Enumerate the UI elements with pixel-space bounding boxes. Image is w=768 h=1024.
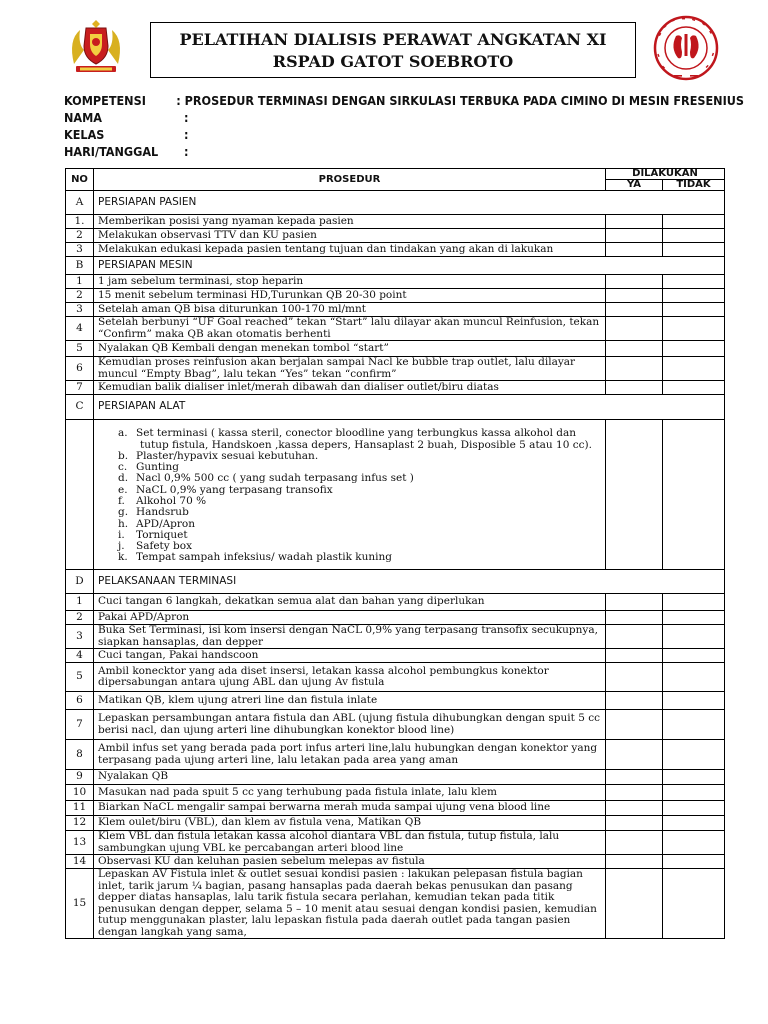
ya-checkbox-cell[interactable]	[606, 275, 663, 289]
tidak-checkbox-cell[interactable]	[663, 649, 725, 663]
tidak-checkbox-cell[interactable]	[663, 229, 725, 243]
ya-checkbox-cell[interactable]	[606, 229, 663, 243]
ya-checkbox-cell[interactable]	[606, 420, 663, 570]
table-row	[66, 740, 725, 770]
tidak-checkbox-cell[interactable]	[663, 831, 725, 855]
table-row	[66, 243, 725, 257]
table-row	[66, 341, 725, 357]
list-item	[118, 483, 601, 496]
tidak-checkbox-cell[interactable]	[663, 740, 725, 770]
tidak-checkbox-cell[interactable]	[663, 692, 725, 710]
tidak-checkbox-cell[interactable]	[663, 816, 725, 831]
list-item	[118, 495, 601, 507]
army-emblem-logo	[64, 20, 128, 76]
list-item-text: APD/Apron	[136, 517, 196, 530]
row-number: 8	[66, 740, 94, 770]
row-procedure: Kemudian proses reinfusion akan berjalan sampai Nacl ke bubble trap outlet, lalu dilayar muncul “Empty Bbag”, lalu tekan “Yes” tekan “confirm”	[94, 357, 606, 381]
table-row	[66, 625, 725, 649]
row-number: 1	[66, 275, 94, 289]
tools-list-cell	[94, 420, 606, 570]
nama-value: :	[184, 110, 189, 125]
ya-checkbox-cell[interactable]	[606, 243, 663, 257]
list-item-text: Alkohol 70 %	[136, 495, 207, 507]
row-number: 2	[66, 289, 94, 303]
col-ya-header: YA	[606, 180, 663, 191]
section-title: PERSIAPAN MESIN	[94, 257, 725, 275]
list-item	[118, 449, 601, 462]
row-number: 1.	[66, 215, 94, 229]
row-procedure: Masukan nad pada spuit 5 cc yang terhubung pada fistula inlate, lalu klem	[94, 785, 606, 801]
tidak-checkbox-cell[interactable]	[663, 243, 725, 257]
row-procedure: 1 jam sebelum terminasi, stop heparin	[94, 275, 606, 289]
row-number: 10	[66, 785, 94, 801]
tidak-checkbox-cell[interactable]	[663, 303, 725, 317]
tidak-checkbox-cell[interactable]	[663, 215, 725, 229]
section-row	[66, 257, 725, 275]
table-row	[66, 770, 725, 785]
tidak-checkbox-cell[interactable]	[663, 357, 725, 381]
ya-checkbox-cell[interactable]	[606, 341, 663, 357]
row-procedure: Buka Set Terminasi, isi kom insersi dengan NaCL 0,9% yang terpasang transofix secukupnya, siapkan hansaplas, dan depper	[94, 625, 606, 649]
tanggal-value: :	[184, 144, 189, 159]
section-row	[66, 395, 725, 420]
row-number: 4	[66, 317, 94, 341]
table-row	[66, 289, 725, 303]
ya-checkbox-cell[interactable]	[606, 740, 663, 770]
tidak-checkbox-cell[interactable]	[663, 869, 725, 939]
kelas-label: KELAS	[64, 127, 105, 142]
tidak-checkbox-cell[interactable]	[663, 420, 725, 570]
list-item-text: Plaster/hypavix sesuai kebutuhan.	[136, 449, 319, 462]
section-code: C	[66, 395, 94, 420]
row-number: 12	[66, 816, 94, 831]
tidak-checkbox-cell[interactable]	[663, 594, 725, 611]
row-number: 6	[66, 357, 94, 381]
row-number: 6	[66, 692, 94, 710]
kompetensi-row	[64, 92, 744, 109]
col-no-header: NO	[66, 169, 94, 191]
list-item	[118, 517, 601, 530]
row-procedure: Ambil konecktor yang ada diset insersi, letakan kassa alcohol pembungkus konektor dipersabungan antara ujung ABL dan ujung Av fistula	[94, 663, 606, 692]
ya-checkbox-cell[interactable]	[606, 625, 663, 649]
tidak-checkbox-cell[interactable]	[663, 801, 725, 816]
list-marker: d.	[118, 472, 129, 485]
tidak-checkbox-cell[interactable]	[663, 625, 725, 649]
ya-checkbox-cell[interactable]	[606, 816, 663, 831]
table-row	[66, 710, 725, 740]
ya-checkbox-cell[interactable]	[606, 317, 663, 341]
row-number: 3	[66, 625, 94, 649]
table-row	[66, 303, 725, 317]
list-marker: b.	[118, 449, 129, 462]
list-marker: i.	[118, 528, 125, 541]
nama-label: NAMA	[64, 110, 103, 125]
row-procedure: Lepaskan AV Fistula inlet & outlet sesuai kondisi pasien : lakukan pelepasan fistula bagian inlet, tarik jarum ¼ bagian, pasang hansaplas pada daerah bekas penusukan dan pasang depper diatas hansaplas, lalu tarik fistula secara perlahan, kemudian tekan pada titik penusukan dengan depper, selama 5 – 10 menit atau sesuai dengan kondisi pasien, kemudian tutup menggunakan plaster, lalu lepaskan fistula pada daerah outlet pada tangan pasien dengan langkah yang sama,	[94, 869, 606, 939]
row-procedure: Melakukan edukasi kepada pasien tentang tujuan dan tindakan yang akan di lakukan	[94, 243, 606, 257]
document-title-box	[150, 22, 636, 78]
list-item-text: Handsrub	[136, 506, 189, 519]
ya-checkbox-cell[interactable]	[606, 215, 663, 229]
row-number: 11	[66, 801, 94, 816]
nama-row	[64, 109, 744, 126]
list-marker: k.	[118, 551, 128, 564]
list-item	[118, 427, 601, 451]
ya-checkbox-cell[interactable]	[606, 831, 663, 855]
list-marker: a.	[118, 427, 128, 440]
procedure-checklist-table	[65, 168, 725, 939]
list-item-text: Set terminasi ( kassa steril, conector bloodline yang terbungkus kassa alkohol dan tutup fistula, Handskoen ,kassa depers, Hansaplast 2 buah, Disposible 5 atau 10 cc).	[136, 427, 592, 451]
list-item	[118, 528, 601, 541]
row-number: 9	[66, 770, 94, 785]
tidak-checkbox-cell[interactable]	[663, 381, 725, 395]
row-number: 13	[66, 831, 94, 855]
row-procedure: Klem VBL dan fistula letakan kassa alcohol diantara VBL dan fistula, tutup fistula, lalu sambungkan ujung VBL ke percabangan arteri blood line	[94, 831, 606, 855]
section-title: PELAKSANAAN TERMINASI	[94, 570, 725, 594]
section-title: PERSIAPAN ALAT	[94, 395, 725, 420]
table-row	[66, 594, 725, 611]
ya-checkbox-cell[interactable]	[606, 649, 663, 663]
tidak-checkbox-cell[interactable]	[663, 785, 725, 801]
tools-list	[110, 428, 601, 564]
table-row	[66, 831, 725, 855]
row-number: 4	[66, 649, 94, 663]
ya-checkbox-cell[interactable]	[606, 381, 663, 395]
ya-checkbox-cell[interactable]	[606, 710, 663, 740]
tidak-checkbox-cell[interactable]	[663, 289, 725, 303]
tanggal-label: HARI/TANGGAL	[64, 144, 159, 159]
tidak-checkbox-cell[interactable]	[663, 317, 725, 341]
row-procedure: Lepaskan persambungan antara fistula dan ABL (ujung fistula dihubungkan dengan spuit 5 cc berisi nacl, dan ujung arteri line dihubungkan konektor blood line)	[94, 710, 606, 740]
tidak-checkbox-cell[interactable]	[663, 770, 725, 785]
tidak-checkbox-cell[interactable]	[663, 663, 725, 692]
row-procedure: Setelah aman QB bisa diturunkan 100-170 ml/mnt	[94, 303, 606, 317]
table-row	[66, 663, 725, 692]
table-row	[66, 816, 725, 831]
ya-checkbox-cell[interactable]	[606, 855, 663, 869]
list-item-text: Tempat sampah infeksius/ wadah plastik kuning	[136, 551, 393, 564]
ya-checkbox-cell[interactable]	[606, 785, 663, 801]
row-procedure: Memberikan posisi yang nyaman kepada pasien	[94, 215, 606, 229]
table-row	[66, 357, 725, 381]
tools-number-cell	[66, 420, 94, 570]
section-code: D	[66, 570, 94, 594]
list-marker: e.	[118, 483, 128, 496]
row-number: 7	[66, 710, 94, 740]
ya-checkbox-cell[interactable]	[606, 357, 663, 381]
tanggal-row	[64, 143, 744, 160]
ya-checkbox-cell[interactable]	[606, 303, 663, 317]
table-row	[66, 801, 725, 816]
list-item-text: Torniquet	[136, 528, 188, 541]
ya-checkbox-cell[interactable]	[606, 289, 663, 303]
table-row	[66, 785, 725, 801]
kompetensi-value: : PROSEDUR TERMINASI DENGAN SIRKULASI TERBUKA PADA CIMINO DI MESIN FRESENIUS	[176, 93, 744, 108]
ya-checkbox-cell[interactable]	[606, 663, 663, 692]
ya-checkbox-cell[interactable]	[606, 770, 663, 785]
row-number: 1	[66, 594, 94, 611]
row-procedure: Klem oulet/biru (VBL), dan klem av fistula vena, Matikan QB	[94, 816, 606, 831]
table-row	[66, 381, 725, 395]
row-procedure: Melakukan observasi TTV dan KU pasien	[94, 229, 606, 243]
table-row	[66, 611, 725, 625]
row-procedure: Nyalakan QB Kembali dengan menekan tombol “start”	[94, 341, 606, 357]
ya-checkbox-cell[interactable]	[606, 594, 663, 611]
row-number: 5	[66, 663, 94, 692]
kelas-row	[64, 126, 744, 143]
form-meta	[64, 92, 744, 160]
section-row	[66, 570, 725, 594]
row-procedure: Biarkan NaCL mengalir sampai berwarna merah muda sampai ujung vena blood line	[94, 801, 606, 816]
document-title: PELATIHAN DIALISIS PERAWAT ANGKATAN XI	[179, 30, 607, 49]
section-title: PERSIAPAN PASIEN	[94, 191, 725, 215]
list-item-text: Nacl 0,9% 500 cc ( yang sudah terpasang infus set )	[136, 472, 414, 485]
list-marker: g.	[118, 506, 129, 519]
row-procedure: Setelah berbunyi “UF Goal reached” tekan “Start” lalu dilayar akan muncul Reinfusion, tekan “Confirm” maka QB akan otomatis berhenti	[94, 317, 606, 341]
row-procedure: 15 menit sebelum terminasi HD,Turunkan QB 20-30 point	[94, 289, 606, 303]
row-number: 7	[66, 381, 94, 395]
tidak-checkbox-cell[interactable]	[663, 341, 725, 357]
ya-checkbox-cell[interactable]	[606, 692, 663, 710]
row-procedure: Matikan QB, klem ujung atreri line dan fistula inlate	[94, 692, 606, 710]
table-row	[66, 275, 725, 289]
tools-row	[66, 420, 725, 570]
section-code: B	[66, 257, 94, 275]
row-number: 5	[66, 341, 94, 357]
kelas-value: :	[184, 127, 189, 142]
list-item-text: NaCL 0,9% yang terpasang transofix	[136, 483, 333, 496]
ya-checkbox-cell[interactable]	[606, 869, 663, 939]
tidak-checkbox-cell[interactable]	[663, 275, 725, 289]
table-row	[66, 649, 725, 663]
row-number: 2	[66, 611, 94, 625]
row-number: 3	[66, 303, 94, 317]
section-row	[66, 191, 725, 215]
row-procedure: Pakai APD/Apron	[94, 611, 606, 625]
col-tidak-header: TIDAK	[663, 180, 725, 191]
table-row	[66, 692, 725, 710]
ya-checkbox-cell[interactable]	[606, 611, 663, 625]
tidak-checkbox-cell[interactable]	[663, 855, 725, 869]
row-procedure: Nyalakan QB	[94, 770, 606, 785]
dialysis-seal-logo	[652, 14, 720, 82]
section-code: A	[66, 191, 94, 215]
row-number: 2	[66, 229, 94, 243]
table-row	[66, 855, 725, 869]
kompetensi-label: KOMPETENSI	[64, 93, 146, 108]
col-prosedur-header: PROSEDUR	[94, 169, 606, 191]
row-number: 15	[66, 869, 94, 939]
tidak-checkbox-cell[interactable]	[663, 611, 725, 625]
list-item	[118, 506, 601, 519]
table-row	[66, 317, 725, 341]
row-procedure: Cuci tangan, Pakai handscoon	[94, 649, 606, 663]
list-item-text: Safety box	[136, 540, 193, 553]
ya-checkbox-cell[interactable]	[606, 801, 663, 816]
list-marker: h.	[118, 517, 129, 530]
table-row	[66, 215, 725, 229]
tidak-checkbox-cell[interactable]	[663, 710, 725, 740]
list-marker: j.	[118, 540, 125, 553]
row-procedure: Kemudian balik dialiser inlet/merah dibawah dan dialiser outlet/biru diatas	[94, 381, 606, 395]
document-subtitle: RSPAD GATOT SOEBROTO	[272, 52, 514, 71]
row-procedure: Ambil infus set yang berada pada port infus arteri line,lalu hubungkan dengan konektor yang terpasang pada ujung arteri line, lalu letakan pada area yang aman	[94, 740, 606, 770]
row-number: 3	[66, 243, 94, 257]
table-row	[66, 869, 725, 939]
list-item-text: Gunting	[136, 461, 179, 474]
list-marker: c.	[118, 461, 128, 474]
row-procedure: Observasi KU dan keluhan pasien sebelum melepas av fistula	[94, 855, 606, 869]
row-procedure: Cuci tangan 6 langkah, dekatkan semua alat dan bahan yang diperlukan	[94, 594, 606, 611]
col-dilakukan-header: DILAKUKAN	[606, 169, 725, 180]
table-row	[66, 229, 725, 243]
row-number: 14	[66, 855, 94, 869]
list-item	[118, 551, 601, 564]
list-marker: f.	[118, 495, 125, 507]
